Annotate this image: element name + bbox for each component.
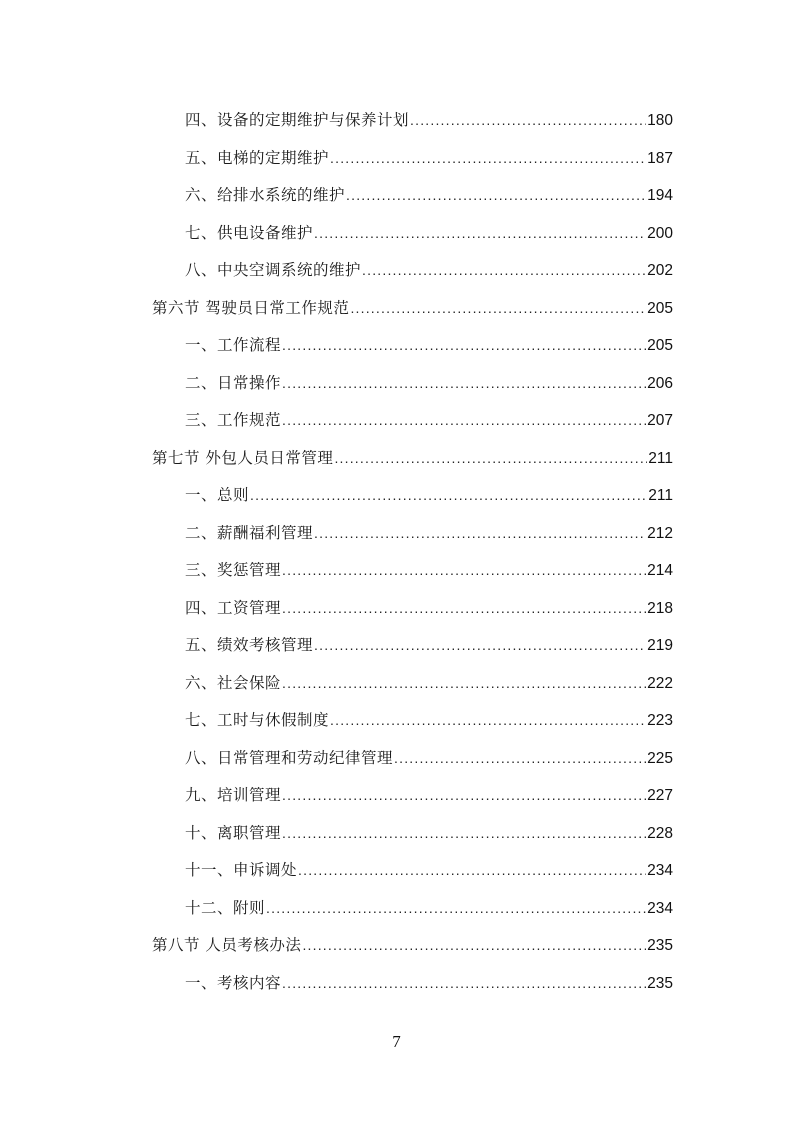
toc-entry[interactable] (152, 252, 673, 290)
toc-entry[interactable] (152, 215, 673, 253)
dot-leader (410, 102, 646, 140)
toc-entry-title: 六、社会保险 (185, 673, 282, 692)
toc-entry-page: 211 (648, 487, 673, 504)
toc-entry-title: 十、离职管理 (185, 823, 282, 842)
dot-leader (266, 890, 646, 928)
dot-leader (298, 852, 646, 890)
toc-entry-title: 七、供电设备维护 (185, 223, 314, 242)
toc-entry-page: 218 (647, 599, 673, 617)
toc-section-heading[interactable] (152, 927, 673, 965)
dot-leader (282, 590, 646, 628)
dot-leader (394, 740, 646, 778)
toc-entry[interactable] (152, 365, 673, 403)
toc-entry[interactable] (152, 740, 673, 778)
dot-leader (314, 515, 646, 553)
toc-entry-page: 202 (647, 262, 673, 279)
toc-entry[interactable] (152, 140, 673, 178)
toc-entry-page: 219 (647, 637, 673, 654)
toc-entry-page: 214 (647, 562, 673, 579)
toc-section-heading[interactable] (152, 290, 673, 328)
toc-entry-page: 234 (647, 899, 673, 917)
dot-leader (282, 552, 646, 590)
toc-entry-title: 一、工作流程 (185, 336, 282, 354)
toc-entry-title: 六、给排水系统的维护 (185, 186, 346, 204)
toc-entry-title: 九、培训管理 (185, 786, 282, 804)
toc-entry-title: 三、工作规范 (185, 411, 282, 429)
dot-leader (334, 440, 647, 478)
toc-entry-page: 234 (647, 862, 673, 879)
dot-leader (362, 252, 646, 290)
toc-entry-page: 223 (647, 712, 673, 729)
toc-entry-title: 一、总则 (185, 486, 250, 504)
toc-entry[interactable] (152, 327, 673, 365)
toc-entry-page: 227 (647, 787, 673, 804)
toc-entry-page: 205 (647, 299, 673, 317)
dot-leader (330, 140, 646, 178)
toc-entry[interactable] (152, 815, 673, 853)
toc-entry[interactable] (152, 890, 673, 928)
toc-entry-title: 一、考核内容 (185, 973, 282, 992)
toc-entry-title: 第八节 人员考核办法 (152, 936, 302, 954)
dot-leader (330, 702, 646, 740)
toc-entry-title: 二、日常操作 (185, 373, 282, 392)
dot-leader (282, 777, 646, 815)
toc-entry-title: 十一、申诉调处 (185, 861, 298, 879)
toc-entry-page: 225 (647, 749, 673, 767)
toc-entry[interactable] (152, 965, 673, 1003)
toc-entry-page: 212 (647, 524, 673, 542)
toc-entry-page: 222 (647, 674, 673, 692)
dot-leader (314, 215, 646, 253)
toc-entry[interactable] (152, 627, 673, 665)
dot-leader (302, 927, 646, 965)
toc-entry-page: 205 (647, 337, 673, 354)
toc-entry-title: 四、设备的定期维护与保养计划 (185, 111, 410, 129)
toc-entry-title: 八、日常管理和劳动纪律管理 (185, 748, 394, 767)
toc-section-heading[interactable] (152, 440, 673, 478)
dot-leader (282, 815, 646, 853)
toc-entry-page: 235 (647, 937, 673, 954)
toc-entry-page: 206 (647, 374, 673, 392)
toc-entry-title: 五、绩效考核管理 (185, 636, 314, 654)
toc-entry-title: 四、工资管理 (185, 598, 282, 617)
toc-entry[interactable] (152, 102, 673, 140)
toc-entry-title: 十二、附则 (185, 898, 266, 917)
toc-entry[interactable] (152, 665, 673, 703)
toc-entry[interactable] (152, 177, 673, 215)
toc-entry-page: 207 (647, 412, 673, 429)
dot-leader (282, 402, 646, 440)
toc-entry[interactable] (152, 852, 673, 890)
dot-leader (282, 365, 646, 403)
toc-entry-title: 第七节 外包人员日常管理 (152, 448, 334, 467)
page-number: 7 (392, 1032, 401, 1051)
toc-entry-page: 211 (648, 449, 673, 467)
table-of-contents (152, 102, 673, 1002)
toc-entry-page: 235 (647, 974, 673, 992)
toc-entry-title: 七、工时与休假制度 (185, 711, 330, 729)
dot-leader (350, 290, 646, 328)
toc-entry-title: 五、电梯的定期维护 (185, 148, 330, 167)
dot-leader (346, 177, 646, 215)
toc-entry-title: 二、薪酬福利管理 (185, 523, 314, 542)
dot-leader (314, 627, 646, 665)
toc-entry[interactable] (152, 777, 673, 815)
dot-leader (282, 665, 646, 703)
toc-entry-page: 187 (647, 149, 673, 167)
toc-entry-page: 228 (647, 824, 673, 842)
toc-entry-page: 180 (647, 112, 673, 129)
toc-entry[interactable] (152, 477, 673, 515)
toc-entry-page: 194 (647, 187, 673, 204)
toc-entry[interactable] (152, 515, 673, 553)
toc-entry-page: 200 (647, 224, 673, 242)
toc-entry-title: 三、奖惩管理 (185, 561, 282, 579)
dot-leader (282, 965, 646, 1003)
toc-entry[interactable] (152, 590, 673, 628)
dot-leader (282, 327, 646, 365)
toc-entry-title: 八、中央空调系统的维护 (185, 261, 362, 279)
dot-leader (250, 477, 647, 515)
toc-entry[interactable] (152, 552, 673, 590)
toc-entry[interactable] (152, 402, 673, 440)
toc-entry[interactable] (152, 702, 673, 740)
toc-entry-title: 第六节 驾驶员日常工作规范 (152, 298, 350, 317)
